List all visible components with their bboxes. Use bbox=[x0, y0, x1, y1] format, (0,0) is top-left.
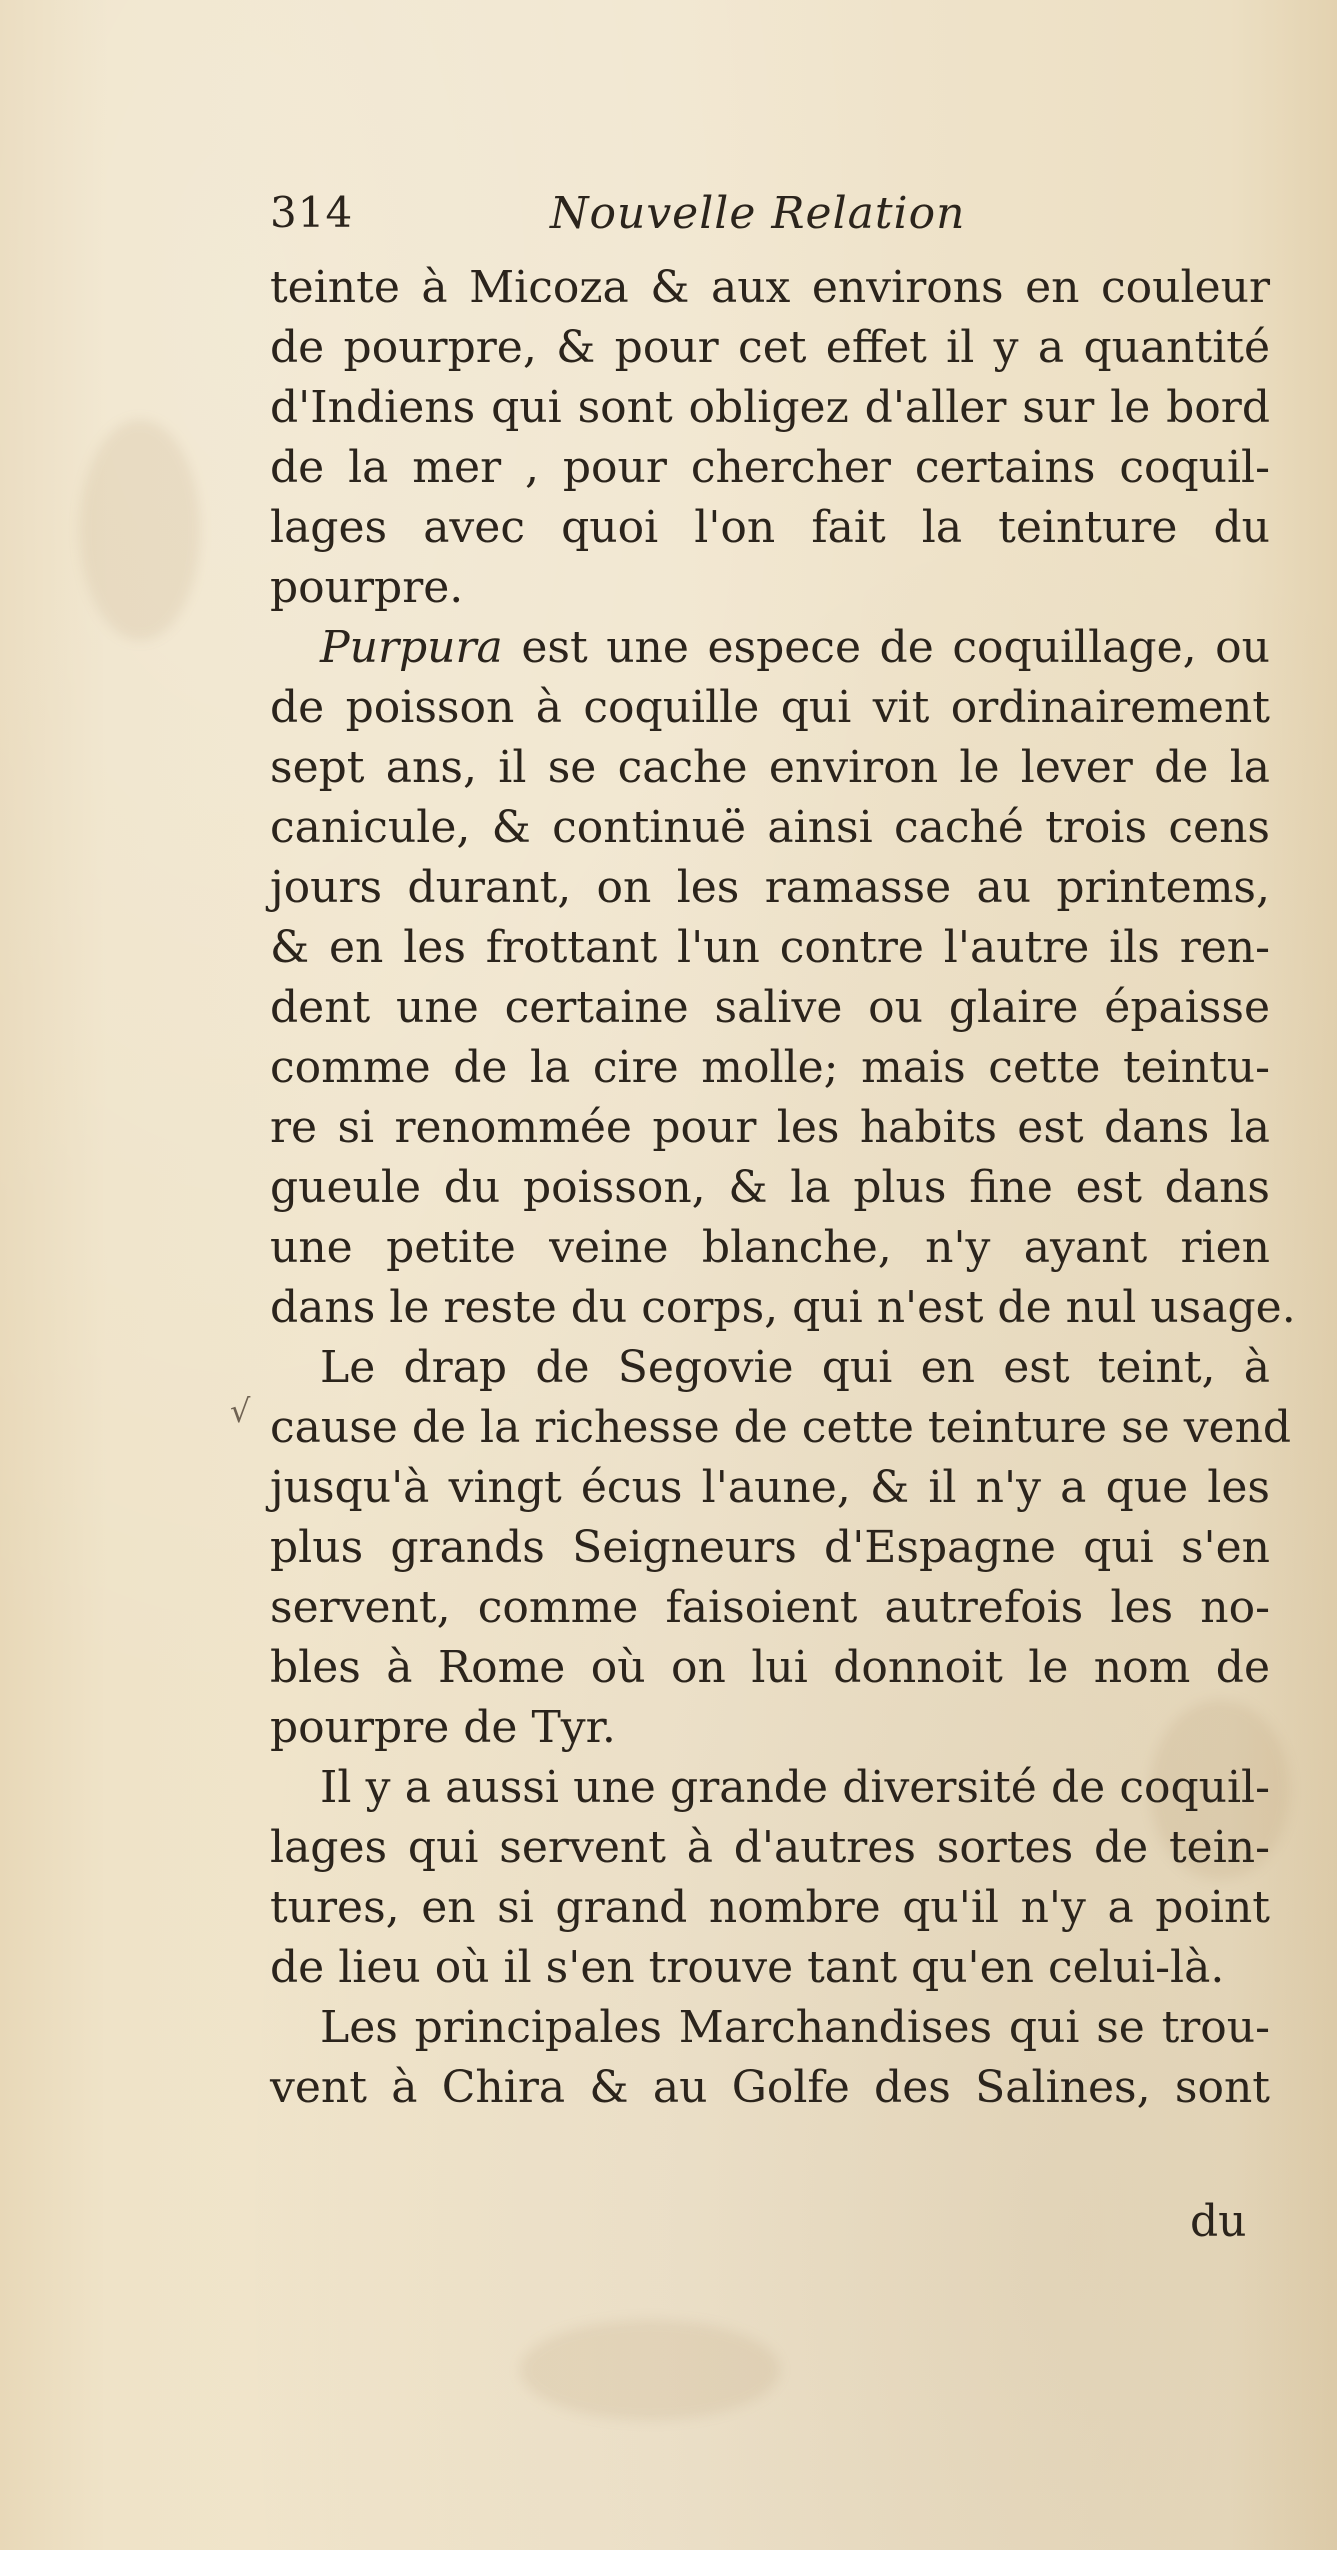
text-line: jours durant, on les ramasse au printems, bbox=[270, 862, 1270, 913]
paper-stain bbox=[520, 2320, 780, 2420]
text-line bbox=[320, 618, 1270, 678]
text-line: gueule du poisson, & la plus fine est dans bbox=[270, 1162, 1270, 1213]
text-line: bles à Rome où on lui donnoit le nom de bbox=[270, 1642, 1270, 1693]
text-line: dans le reste du corps, qui n'est de nul usage. bbox=[270, 1282, 1296, 1333]
text-line: vent à Chira & au Golfe des Salines, sont bbox=[270, 2062, 1270, 2113]
running-head bbox=[270, 188, 1170, 258]
text-line: d'Indiens qui sont obligez d'aller sur le bord bbox=[270, 382, 1270, 433]
text-line: & en les frottant l'un contre l'autre ils ren- bbox=[270, 922, 1270, 973]
page-number: 314 bbox=[270, 188, 354, 237]
text-line: Le drap de Segovie qui en est teint, à bbox=[320, 1342, 1270, 1393]
text-line: pourpre. bbox=[270, 562, 464, 613]
text-line: Les principales Marchandises qui se trou- bbox=[320, 2002, 1270, 2053]
text-line: lages avec quoi l'on fait la teinture du bbox=[270, 502, 1270, 553]
text-line: comme de la cire molle; mais cette teintu- bbox=[270, 1042, 1270, 1093]
paper-stain bbox=[80, 420, 200, 640]
text-line: tures, en si grand nombre qu'il n'y a point bbox=[270, 1882, 1270, 1933]
text-line: teinte à Micoza & aux environs en couleur bbox=[270, 262, 1270, 313]
lead-word-purpura: Purpura bbox=[320, 622, 503, 673]
catchword: du bbox=[1190, 2196, 1247, 2247]
text-line: de pourpre, & pour cet effet il y a quantité bbox=[270, 322, 1270, 373]
text-line: cause de la richesse de cette teinture se vend bbox=[270, 1402, 1292, 1453]
text-line: Il y a aussi une grande diversité de coquil- bbox=[320, 1762, 1270, 1813]
text-line: de la mer , pour chercher certains coquil- bbox=[270, 442, 1270, 493]
text-line: une petite veine blanche, n'y ayant rien bbox=[270, 1222, 1270, 1273]
text-line: plus grands Seigneurs d'Espagne qui s'en bbox=[270, 1522, 1270, 1573]
text-line: lages qui servent à d'autres sortes de tein- bbox=[270, 1822, 1270, 1873]
text-line: re si renommée pour les habits est dans la bbox=[270, 1102, 1270, 1153]
text-line: dent une certaine salive ou glaire épaisse bbox=[270, 982, 1270, 1033]
text-fragment: est une espece de coquillage, ou bbox=[502, 622, 1270, 673]
text-line: de lieu où il s'en trouve tant qu'en celui-là. bbox=[270, 1942, 1225, 1993]
running-title: Nouvelle Relation bbox=[550, 188, 966, 239]
text-line: sept ans, il se cache environ le lever de la bbox=[270, 742, 1270, 793]
text-line: servent, comme faisoient autrefois les no- bbox=[270, 1582, 1270, 1633]
text-line: canicule, & continuë ainsi caché trois cens bbox=[270, 802, 1270, 853]
text-line: de poisson à coquille qui vit ordinairement bbox=[270, 682, 1270, 733]
text-line: jusqu'à vingt écus l'aune, & il n'y a que les bbox=[270, 1462, 1270, 1513]
text-line: pourpre de Tyr. bbox=[270, 1702, 616, 1753]
margin-check-mark: √ bbox=[230, 1392, 251, 1430]
